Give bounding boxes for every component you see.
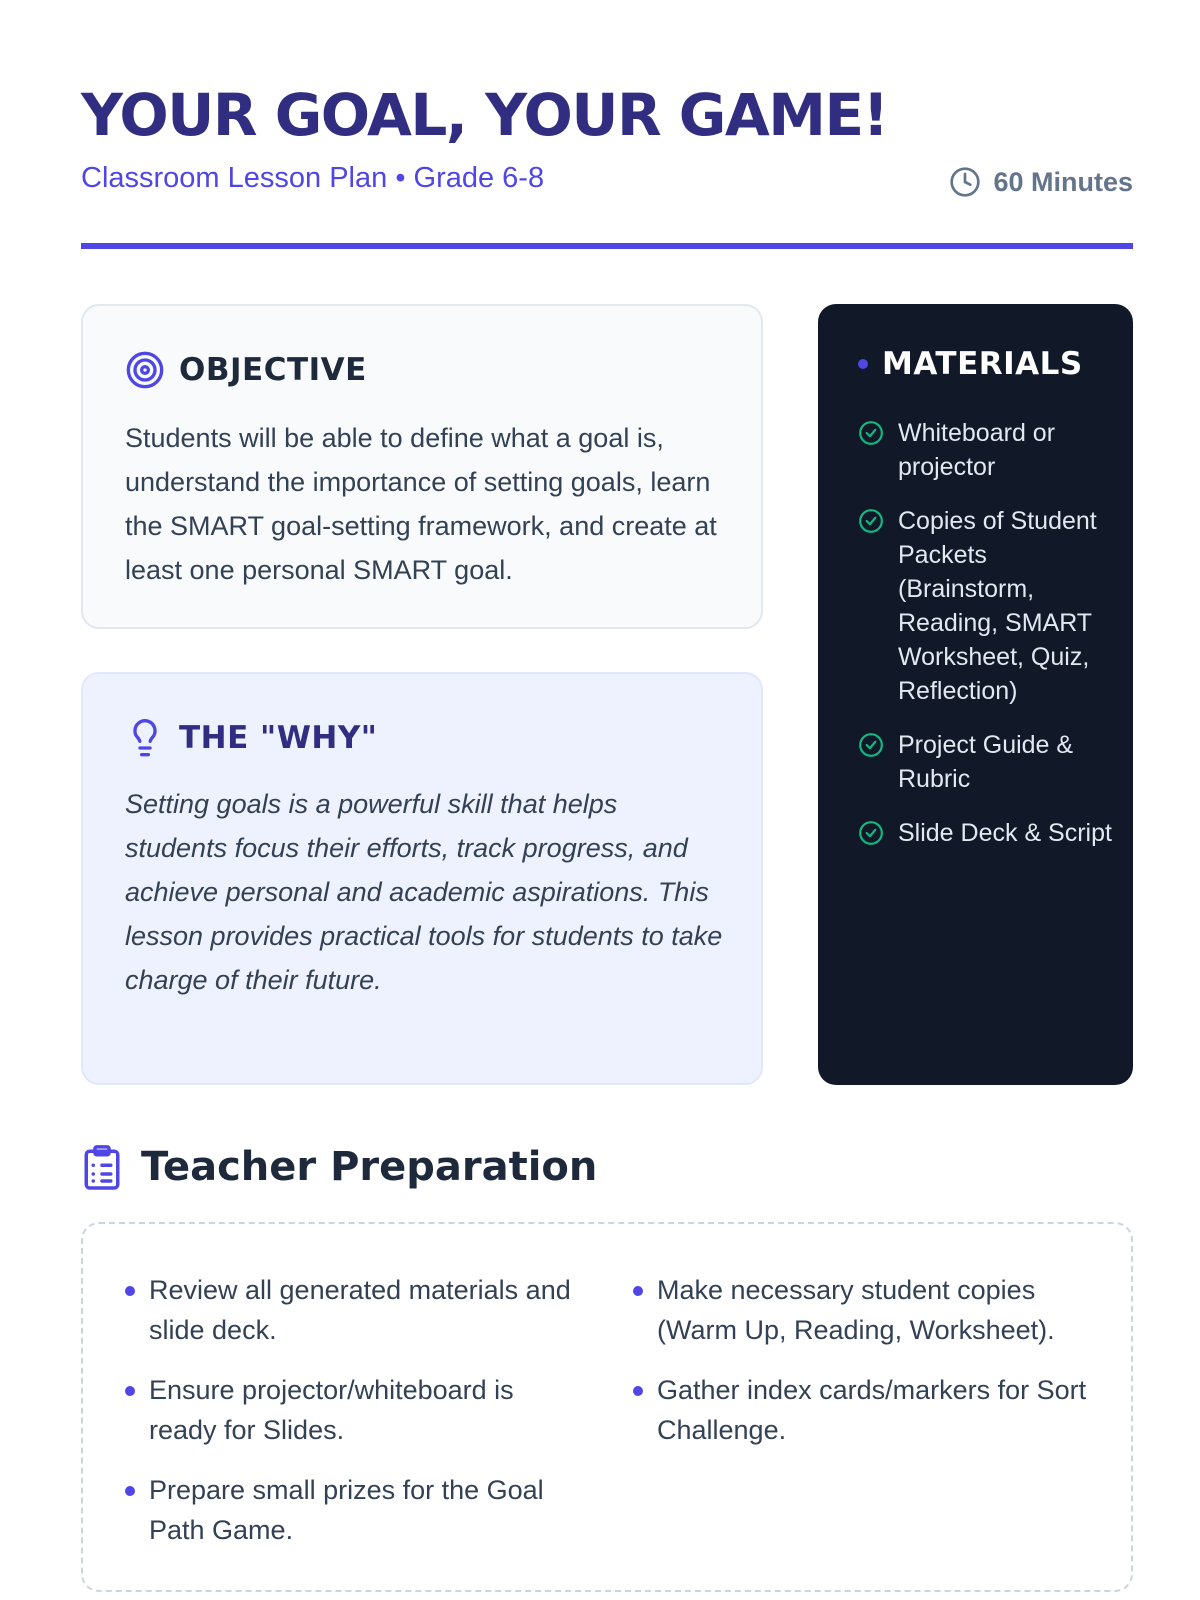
materials-panel (818, 304, 1133, 1085)
preparation-list-left (125, 1270, 575, 1570)
check-circle-icon (858, 420, 884, 446)
clock-icon (949, 166, 981, 198)
materials-item-label: Project Guide & Rubric (898, 731, 1074, 793)
materials-item (858, 728, 1118, 796)
materials-item-label: Copies of Student Packets (Brainstorm, Reading, SMART Worksheet, Quiz, Reflection) (898, 507, 1097, 705)
materials-item (858, 416, 1118, 484)
page-title: YOUR GOAL, YOUR GAME! (81, 81, 888, 149)
preparation-box (81, 1222, 1133, 1592)
materials-title: MATERIALS (882, 346, 1083, 382)
list-item (633, 1370, 1093, 1450)
objective-title: OBJECTIVE (179, 352, 367, 388)
list-item-text: Ensure projector/whiteboard is ready for Slides. (149, 1375, 514, 1445)
bullet-icon (125, 1486, 135, 1496)
list-item-text: Gather index cards/markers for Sort Challenge. (657, 1375, 1087, 1445)
materials-list (858, 416, 1118, 870)
list-item (633, 1270, 1093, 1350)
check-circle-icon (858, 732, 884, 758)
why-text: Setting goals is a powerful skill that helps students focus their efforts, track progress, and achieve personal and academic aspirations. This lesson provides practical tools for students to take charge of their future. (125, 789, 723, 995)
duration-badge (949, 164, 1133, 200)
why-header (125, 718, 377, 758)
check-circle-icon (858, 820, 884, 846)
materials-dot-icon (858, 359, 868, 369)
list-item-text: Review all generated materials and slide deck. (149, 1275, 571, 1345)
bullet-icon (125, 1386, 135, 1396)
objective-text: Students will be able to define what a goal is, understand the importance of setting goals, learn the SMART goal-setting framework, and create at least one personal SMART goal. (125, 423, 717, 585)
list-item-text: Make necessary student copies (Warm Up, Reading, Worksheet). (657, 1275, 1055, 1345)
materials-item-label: Slide Deck & Script (898, 819, 1112, 847)
bullet-icon (125, 1286, 135, 1296)
clipboard-icon (81, 1144, 123, 1190)
lesson-plan-page (81, 0, 1133, 1600)
preparation-header (81, 1144, 597, 1190)
header-divider (81, 243, 1133, 249)
objective-header (125, 350, 367, 390)
preparation-list-right (633, 1270, 1093, 1470)
preparation-title: Teacher Preparation (141, 1144, 598, 1190)
list-item-text: Prepare small prizes for the Goal Path Game. (149, 1475, 544, 1545)
why-title: THE "WHY" (179, 720, 378, 756)
materials-header (858, 346, 1083, 382)
target-icon (125, 350, 165, 390)
materials-item-label: Whiteboard or projector (898, 419, 1056, 481)
materials-item (858, 816, 1118, 850)
bullet-icon (633, 1286, 643, 1296)
page-subtitle: Classroom Lesson Plan • Grade 6-8 (81, 162, 545, 194)
materials-item (858, 504, 1118, 708)
objective-card (81, 304, 763, 629)
list-item (125, 1370, 575, 1450)
bullet-icon (633, 1386, 643, 1396)
check-circle-icon (858, 508, 884, 534)
lightbulb-icon (125, 718, 165, 758)
list-item (125, 1470, 575, 1550)
why-card (81, 672, 763, 1085)
list-item (125, 1270, 575, 1350)
duration-label: 60 Minutes (993, 167, 1133, 197)
